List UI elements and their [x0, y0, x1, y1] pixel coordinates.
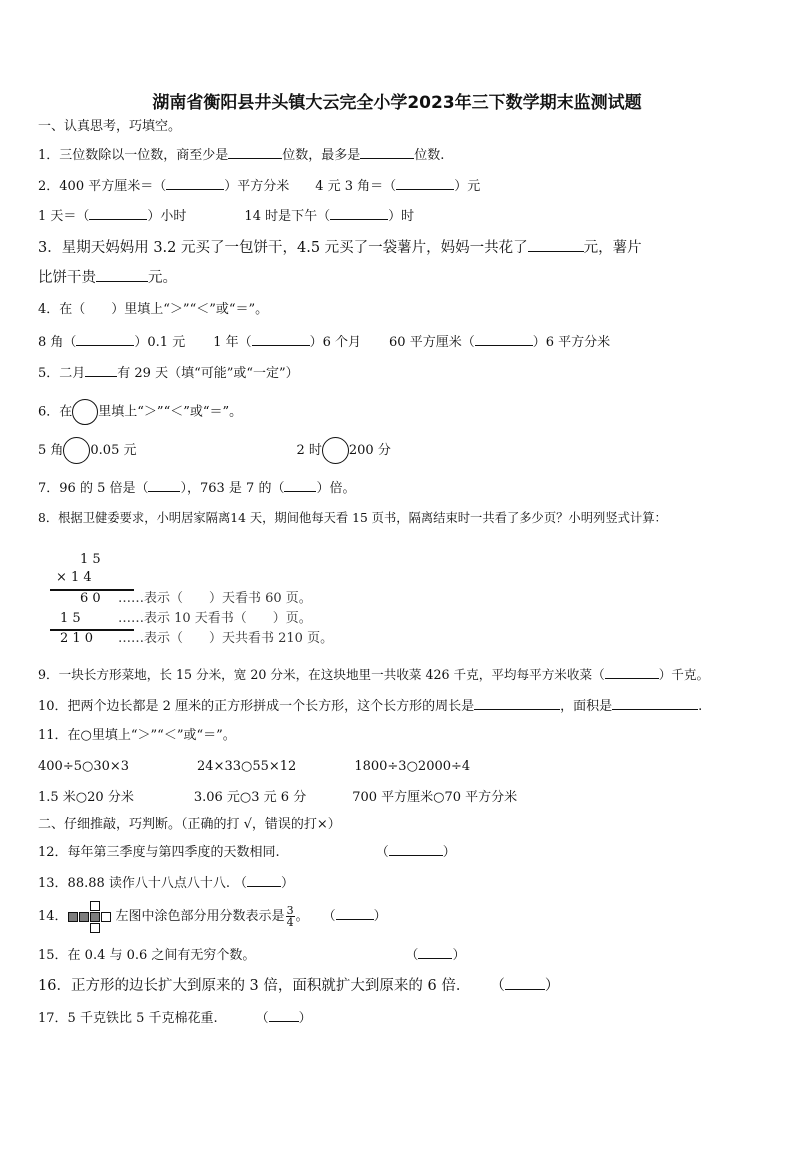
- q17-paren-close: ）: [298, 1011, 312, 1026]
- answer-blank[interactable]: [474, 696, 560, 710]
- q13-paren-open: （: [234, 876, 248, 891]
- q2a-text-a: 2．400 平方厘米＝（: [38, 179, 167, 194]
- q17-text: 17．5 千克铁比 5 千克棉花重.: [38, 1011, 218, 1026]
- q4b-text-f: ）6 平方分米: [532, 335, 611, 350]
- q4b-text-d: ）6 个月: [309, 335, 362, 350]
- q14-paren-close: ）: [373, 909, 387, 924]
- q16-paren-open: （: [490, 978, 505, 994]
- q14-paren-open: （: [322, 909, 336, 924]
- q15-text: 15．在 0.4 与 0.6 之间有无穷个数。: [38, 948, 256, 963]
- question-17: [38, 1008, 312, 1028]
- page-title: 湖南省衡阳县井头镇大云完全小学2023年三下数学期末监测试题: [152, 93, 642, 113]
- q9-text-b: ）千克。: [658, 667, 710, 682]
- q11b-item-3: 700 平方厘米○70 平方分米: [352, 790, 518, 805]
- q6b-text-b: 0.05 元: [90, 443, 137, 458]
- answer-blank[interactable]: [166, 176, 224, 190]
- judge-blank[interactable]: [418, 945, 452, 959]
- answer-circle[interactable]: [72, 399, 98, 425]
- q4b-text-a: 8 角（: [38, 335, 77, 350]
- q2b-text-d: ）时: [388, 209, 415, 224]
- q3a-text-a: 3．星期天妈妈用 3.2 元买了一包饼干，4.5 元买了一袋薯片，妈妈一共花了: [38, 240, 528, 256]
- q1-text-c: 位数.: [414, 148, 445, 163]
- answer-blank[interactable]: [89, 206, 147, 220]
- answer-blank[interactable]: [475, 332, 533, 346]
- shaded-grid-figure: [68, 901, 114, 933]
- answer-blank[interactable]: [148, 478, 180, 492]
- q12-paren-open: （: [375, 845, 389, 860]
- q10-text-b: ，面积是: [560, 699, 613, 714]
- calc-row-1: 1 5: [80, 552, 101, 567]
- q9-text-a: 9．一块长方形菜地，长 15 分米，宽 20 分米，在这块地里一共收菜 426 千克，平均每平方米收菜（: [38, 667, 605, 682]
- answer-blank[interactable]: [396, 176, 454, 190]
- question-5: [38, 363, 299, 383]
- calc-note-3: ……表示（ ）天看书 60 页。: [118, 591, 312, 606]
- answer-blank[interactable]: [284, 478, 316, 492]
- q14-text: 左图中涂色部分用分数表示是: [115, 909, 285, 924]
- q4b-text-e: 60 平方厘米（: [389, 335, 475, 350]
- question-6b: [38, 437, 391, 464]
- q2b-text-a: 1 天＝（: [38, 209, 90, 224]
- q6-text-b: 里填上“＞”“＜”或“＝”。: [98, 404, 243, 420]
- answer-blank[interactable]: [252, 332, 310, 346]
- question-4b: [38, 332, 610, 352]
- q16-text: 16．正方形的边长扩大到原来的 3 倍，面积就扩大到原来的 6 倍．: [38, 978, 471, 994]
- section-2-heading: 二、仔细推敲，巧判断。（正确的打 √，错误的打×）: [38, 817, 341, 832]
- q15-paren-open: （: [405, 948, 419, 963]
- answer-blank[interactable]: [76, 332, 134, 346]
- question-11b: [38, 789, 517, 807]
- q11b-item-1: 1.5 米○20 分米: [38, 790, 134, 805]
- answer-blank[interactable]: [612, 696, 698, 710]
- q12-paren-close: ）: [442, 845, 456, 860]
- answer-blank[interactable]: [96, 268, 148, 282]
- q6b-text-c: 2 时: [296, 443, 322, 458]
- question-3b: [38, 268, 177, 287]
- question-15: [38, 945, 465, 965]
- question-6: [38, 399, 242, 426]
- q11a-item-3: 1800÷3○2000÷4: [354, 759, 471, 774]
- q10-text-a: 10．把两个边长都是 2 厘米的正方形拼成一个长方形，这个长方形的周长是: [38, 699, 475, 714]
- calc-note-5: ……表示（ ）天共看书 210 页。: [118, 631, 334, 646]
- question-7: [38, 478, 355, 498]
- q6b-text-a: 5 角: [38, 443, 64, 458]
- calc-row-4: 1 5: [60, 611, 81, 626]
- judge-blank[interactable]: [389, 842, 443, 856]
- answer-blank[interactable]: [528, 238, 584, 252]
- q7-text-a: 7．96 的 5 倍是（: [38, 481, 149, 496]
- q1-text-b: 位数，最多是: [282, 148, 361, 163]
- question-16: [38, 976, 559, 995]
- answer-blank[interactable]: [330, 206, 388, 220]
- question-3a: [38, 238, 642, 257]
- answer-circle[interactable]: [322, 437, 349, 464]
- question-13: [38, 873, 294, 893]
- question-12: [38, 842, 456, 862]
- q5-text-b: 有 29 天（填“可能”或“一定”）: [117, 366, 299, 381]
- judge-blank[interactable]: [505, 976, 545, 990]
- judge-blank[interactable]: [269, 1008, 299, 1022]
- q2a-text-d: ）元: [454, 179, 481, 194]
- fraction-numerator: 3: [286, 904, 294, 917]
- judge-blank[interactable]: [247, 873, 281, 887]
- answer-blank[interactable]: [85, 363, 117, 377]
- q14-period: 。: [295, 909, 309, 924]
- q15-paren-close: ）: [452, 948, 466, 963]
- question-10: [38, 696, 702, 716]
- q10-text-c: .: [698, 699, 703, 714]
- fraction-denominator: 4: [286, 916, 294, 929]
- q3b-text-b: 元。: [148, 270, 177, 286]
- q3b-text-a: 比饼干贵: [38, 270, 96, 286]
- question-14: [38, 900, 387, 934]
- q7-text-b: ），763 是 7 的（: [180, 481, 285, 496]
- calc-row-2: × 1 4: [56, 570, 92, 585]
- answer-circle[interactable]: [63, 437, 90, 464]
- q11b-item-2: 3.06 元○3 元 6 分: [193, 790, 307, 805]
- q13-paren-close: ）: [281, 876, 295, 891]
- q2a-text-b: ）平方分米: [224, 179, 290, 194]
- calc-row-5: 2 1 0: [60, 631, 94, 646]
- fraction-three-quarters: [286, 905, 295, 928]
- q12-text: 12．每年第三季度与第四季度的天数相同.: [38, 845, 280, 860]
- question-11a: [38, 758, 470, 776]
- q6-text-a: 6．在: [38, 404, 73, 420]
- q4b-text-c: 1 年（: [213, 335, 252, 350]
- q3a-text-b: 元，薯片: [583, 240, 642, 256]
- q2b-text-c: 14 时是下午（: [244, 209, 331, 224]
- question-8: 8．根据卫健委要求，小明居家隔离14 天，期间他每天看 15 页书，隔离结束时一共看了多少页？小明列竖式计算：: [38, 511, 667, 525]
- q14-number: 14．: [38, 909, 68, 924]
- section-1-heading: 一、认真思考，巧填空。: [38, 119, 182, 134]
- answer-blank[interactable]: [228, 145, 282, 159]
- q11a-item-2: 24×33○55×12: [197, 759, 297, 774]
- question-2b: [38, 206, 414, 226]
- q13-text: 13．88.88 读作八十八点八十八.: [38, 876, 231, 891]
- question-11: 11．在○里填上“＞”“＜”或“＝”。: [38, 728, 236, 743]
- q6b-text-d: 200 分: [348, 443, 391, 458]
- answer-blank[interactable]: [360, 145, 414, 159]
- q1-text-a: 1．三位数除以一位数，商至少是: [38, 148, 229, 163]
- question-4: 4．在（ ）里填上“＞”“＜”或“＝”。: [38, 302, 269, 317]
- q5-text-a: 5．二月: [38, 366, 86, 381]
- calc-row-3: 6 0: [80, 591, 101, 606]
- q16-paren-close: ）: [544, 978, 560, 994]
- q2b-text-b: ）小时: [147, 209, 187, 224]
- q7-text-c: ）倍。: [316, 481, 356, 496]
- calc-note-4: ……表示 10 天看书（ ）页。: [118, 611, 312, 626]
- judge-blank[interactable]: [336, 906, 374, 920]
- q4b-text-b: ）0.1 元: [134, 335, 186, 350]
- answer-blank[interactable]: [605, 665, 659, 679]
- q2a-text-c: 4 元 3 角＝（: [315, 179, 397, 194]
- q17-paren-open: （: [255, 1011, 269, 1026]
- question-2a: [38, 176, 480, 196]
- question-1: [38, 145, 444, 165]
- q11a-item-1: 400÷5○30×3: [38, 759, 130, 774]
- question-9: [38, 665, 709, 684]
